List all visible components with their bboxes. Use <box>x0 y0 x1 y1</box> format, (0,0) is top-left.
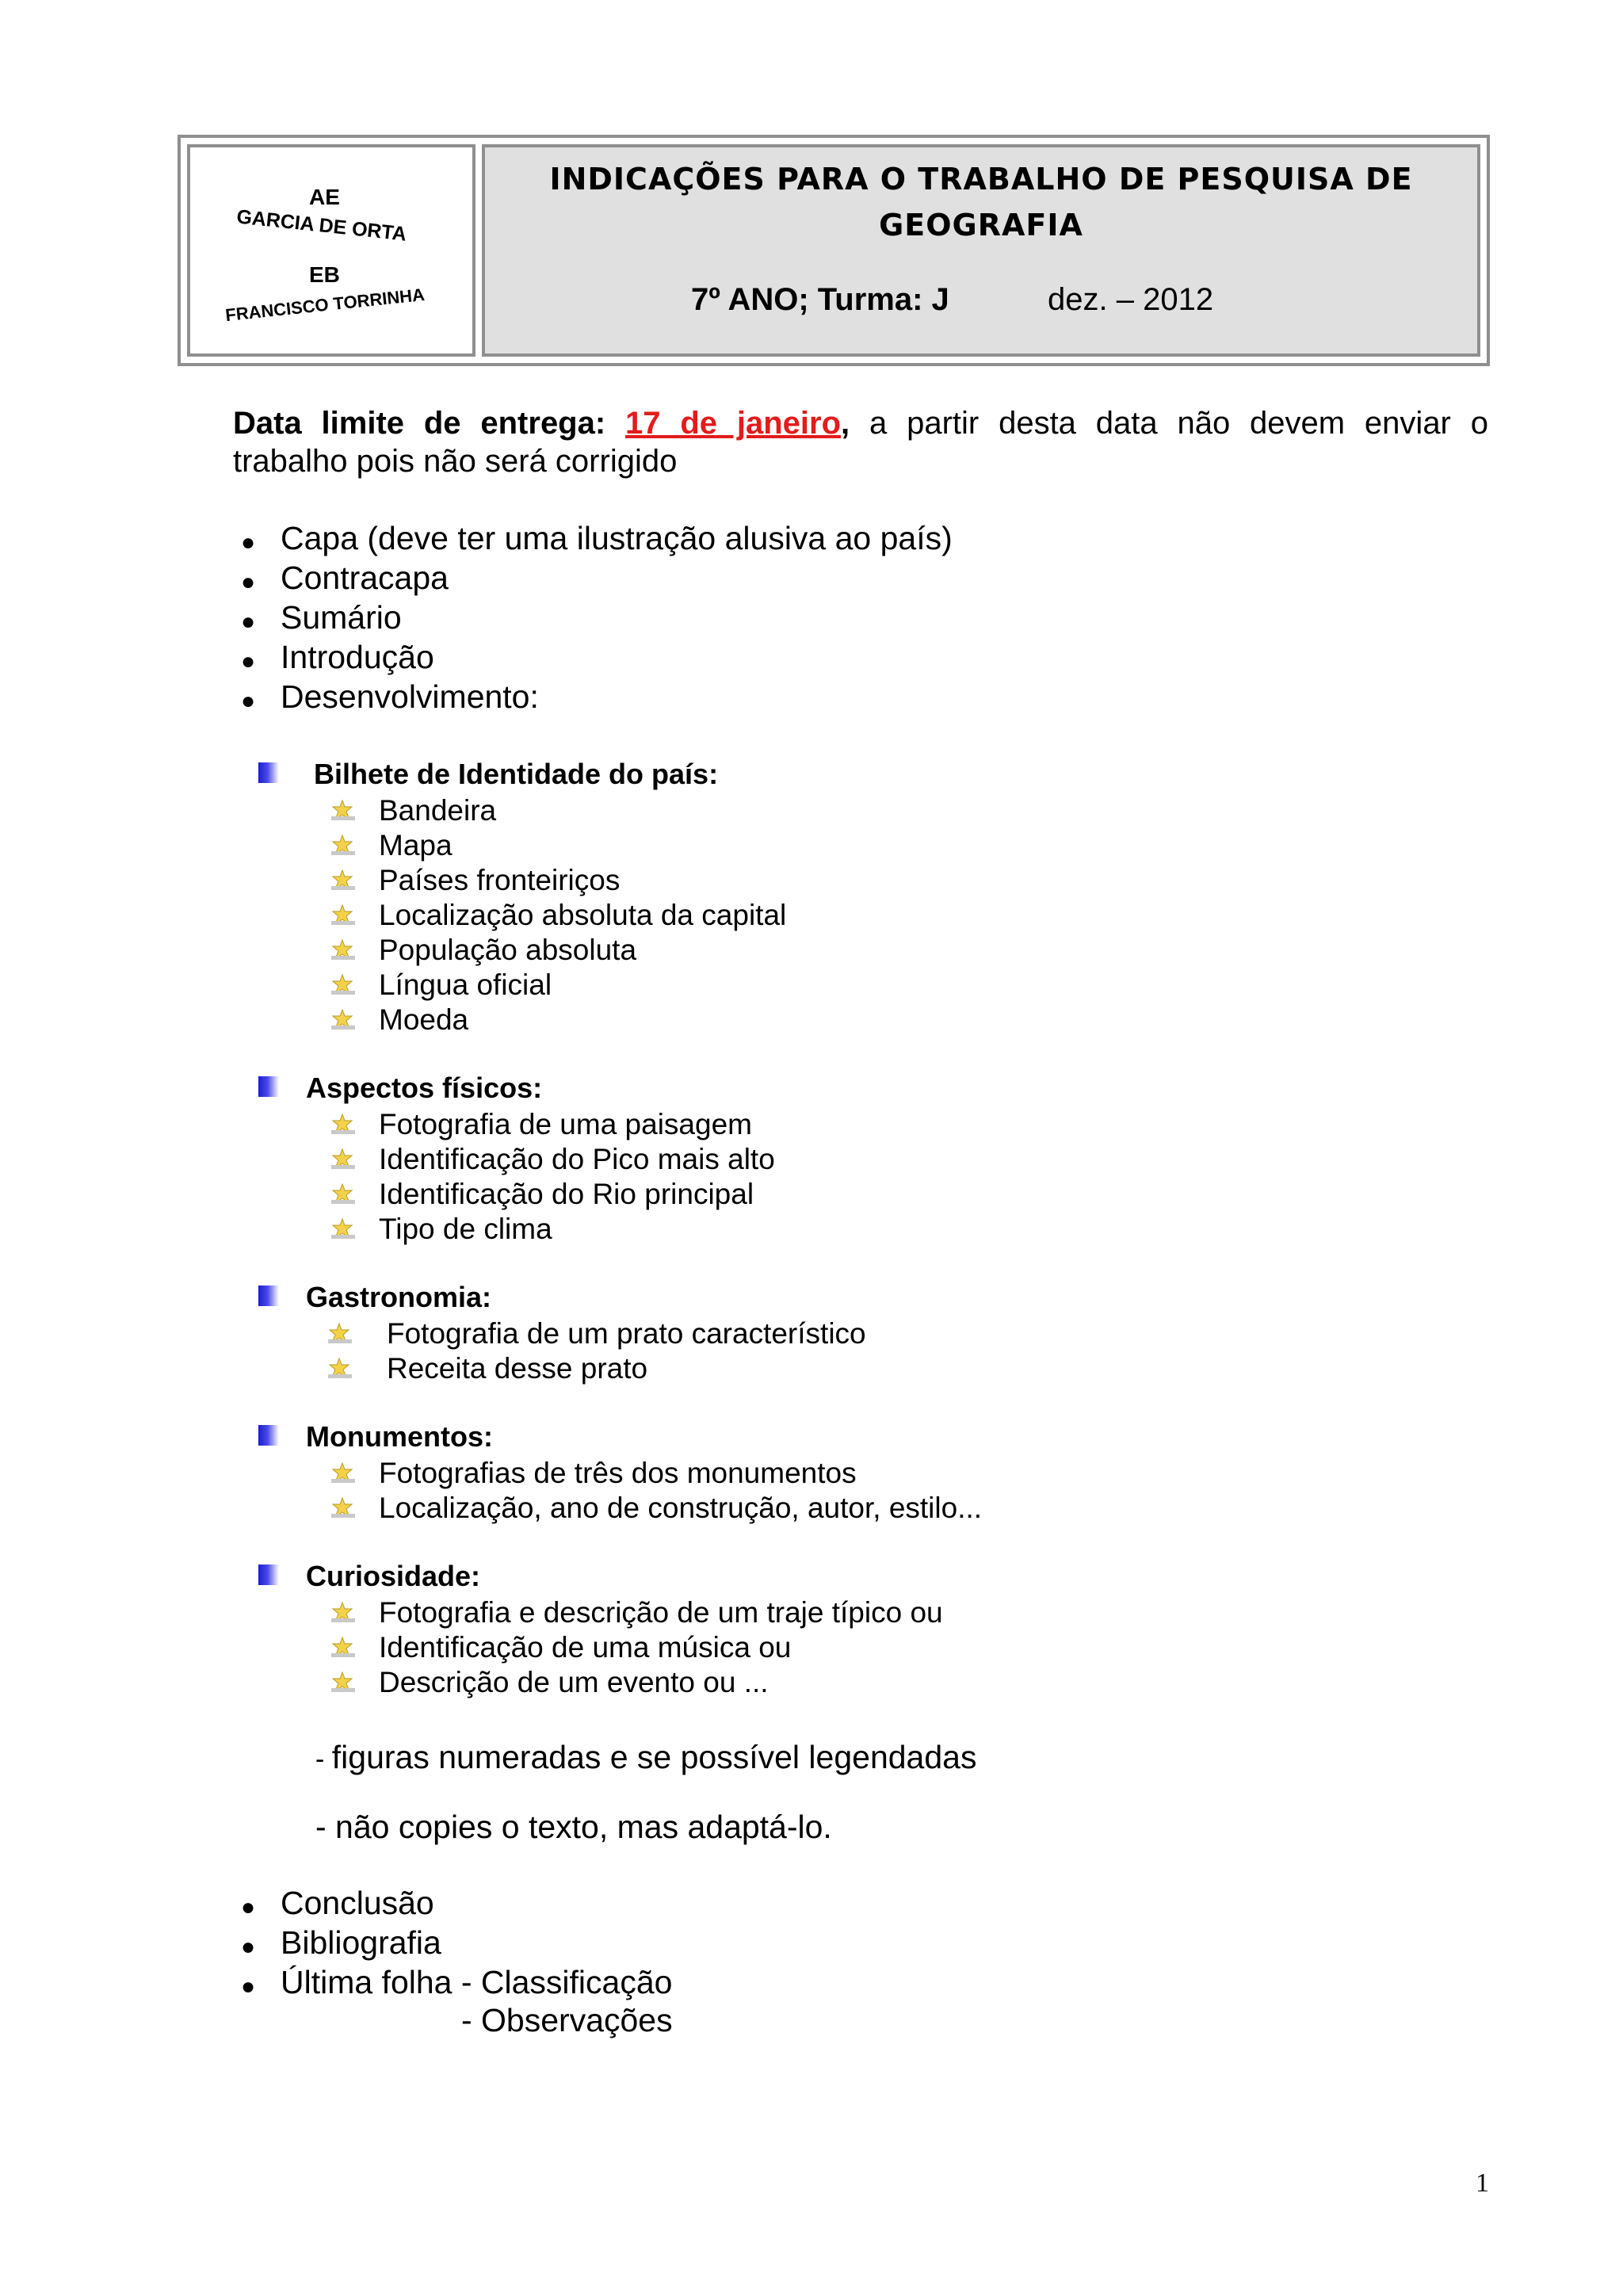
page-number: 1 <box>1476 2168 1489 2198</box>
note-dash: - <box>315 1744 332 1775</box>
star-bullet-icon <box>331 1182 355 1205</box>
star-bullet-icon <box>331 1008 355 1030</box>
star-bullet-icon <box>331 799 355 821</box>
star-bullet-icon <box>331 1461 355 1484</box>
document-date: dez. – 2012 <box>1048 282 1214 317</box>
section-item: Tipo de clima <box>379 1213 552 1245</box>
deadline-rest: a partir desta data não devem enviar o <box>869 406 1488 441</box>
star-bullet-icon <box>331 1601 355 1623</box>
list-item: Introdução <box>281 639 434 675</box>
title-cell <box>482 144 1480 357</box>
section-title: Aspectos físicos: <box>306 1072 543 1104</box>
bullet-dot-icon: ● <box>241 1934 256 1960</box>
section-square-icon <box>258 1425 279 1446</box>
logo-school1-text: GARCIA DE ORTA <box>235 205 408 246</box>
section-item: Língua oficial <box>379 968 552 1001</box>
section-item: Localização absoluta da capital <box>379 899 787 931</box>
list-item: Sumário <box>281 599 402 636</box>
bullet-dot-icon: ● <box>241 569 256 595</box>
bullet-dot-icon: ● <box>241 529 256 556</box>
section-square-icon <box>258 1076 279 1097</box>
section-item: Identificação do Rio principal <box>379 1178 754 1210</box>
list-item: Desenvolvimento: <box>281 678 539 715</box>
section-square-icon <box>258 1286 279 1306</box>
section-item: Fotografia e descrição de um traje típico ou <box>379 1596 943 1629</box>
section-title: Gastronomia: <box>306 1281 492 1313</box>
star-bullet-icon <box>331 1113 355 1135</box>
list-item: Última folha - Classificação <box>281 1964 673 2000</box>
list-item: Conclusão <box>281 1885 434 1921</box>
deadline-line2: trabalho pois não será corrigido <box>233 444 678 479</box>
star-bullet-icon <box>331 1148 355 1170</box>
star-bullet-icon <box>331 1671 355 1693</box>
deadline-comma: , <box>841 406 850 441</box>
section-item: Bandeira <box>379 794 497 827</box>
section-item: Fotografia de um prato característico <box>387 1317 866 1350</box>
section-item: Receita desse prato <box>387 1352 648 1385</box>
section-item: Identificação do Pico mais alto <box>379 1143 775 1175</box>
logo-ae-text: AE <box>309 185 340 209</box>
logo-school2-text: FRANCISCO TORRINHA <box>224 284 426 326</box>
section-title: Curiosidade: <box>306 1560 481 1592</box>
star-bullet-icon <box>331 834 355 856</box>
section-item: População absoluta <box>379 934 637 966</box>
list-item: Bibliografia <box>281 1924 441 1961</box>
list-item: Contracapa <box>281 560 449 596</box>
section-title: Monumentos: <box>306 1420 493 1453</box>
section-item: Mapa <box>379 829 453 861</box>
star-bullet-icon <box>328 1357 352 1379</box>
section-square-icon <box>258 1564 279 1585</box>
bullet-dot-icon: ● <box>241 688 256 714</box>
star-bullet-icon <box>331 1496 355 1519</box>
star-bullet-icon <box>331 904 355 926</box>
school-logo <box>187 144 475 357</box>
star-bullet-icon <box>328 1322 352 1344</box>
section-item: Identificação de uma música ou <box>379 1631 792 1664</box>
section-item: Localização, ano de construção, autor, estilo... <box>379 1492 983 1524</box>
deadline-label: Data limite de entrega: <box>233 406 606 441</box>
deadline-paragraph <box>233 404 1488 442</box>
document-title-line2: GEOGRAFIA <box>879 208 1083 243</box>
star-bullet-icon <box>331 1217 355 1240</box>
header-box <box>178 135 1490 366</box>
star-bullet-icon <box>331 938 355 961</box>
star-bullet-icon <box>331 1636 355 1658</box>
star-bullet-icon <box>331 869 355 891</box>
section-item: Descrição de um evento ou ... <box>379 1666 769 1698</box>
bullet-dot-icon: ● <box>241 1894 256 1920</box>
star-bullet-icon <box>331 973 355 995</box>
section-item: Países fronteiriços <box>379 864 621 896</box>
bullet-dot-icon: ● <box>241 609 256 635</box>
note-no-copy: - não copies o texto, mas adaptá-lo. <box>315 1809 832 1845</box>
school-logo-image <box>190 147 472 353</box>
document-title-line1: INDICAÇÕES PARA O TRABALHO DE PESQUISA DE <box>549 162 1413 197</box>
bullet-dot-icon: ● <box>241 648 256 674</box>
note-figures-text: figuras numeradas e se possível legendadas <box>331 1739 977 1775</box>
last-sheet-sub-item: - Observações <box>461 2002 673 2038</box>
note-figures <box>315 1739 976 1776</box>
deadline-date: 17 de janeiro <box>625 406 842 441</box>
year-class-label: 7º ANO; Turma: J <box>691 282 949 317</box>
section-item: Fotografia de uma paisagem <box>379 1108 752 1140</box>
section-square-icon <box>258 762 279 783</box>
section-item: Moeda <box>379 1003 469 1036</box>
logo-eb-text: EB <box>309 262 340 287</box>
bullet-dot-icon: ● <box>241 1973 256 2000</box>
list-item: Capa (deve ter uma ilustração alusiva ao país) <box>281 520 953 556</box>
section-title: Bilhete de Identidade do país: <box>314 758 719 790</box>
section-item: Fotografias de três dos monumentos <box>379 1457 857 1489</box>
